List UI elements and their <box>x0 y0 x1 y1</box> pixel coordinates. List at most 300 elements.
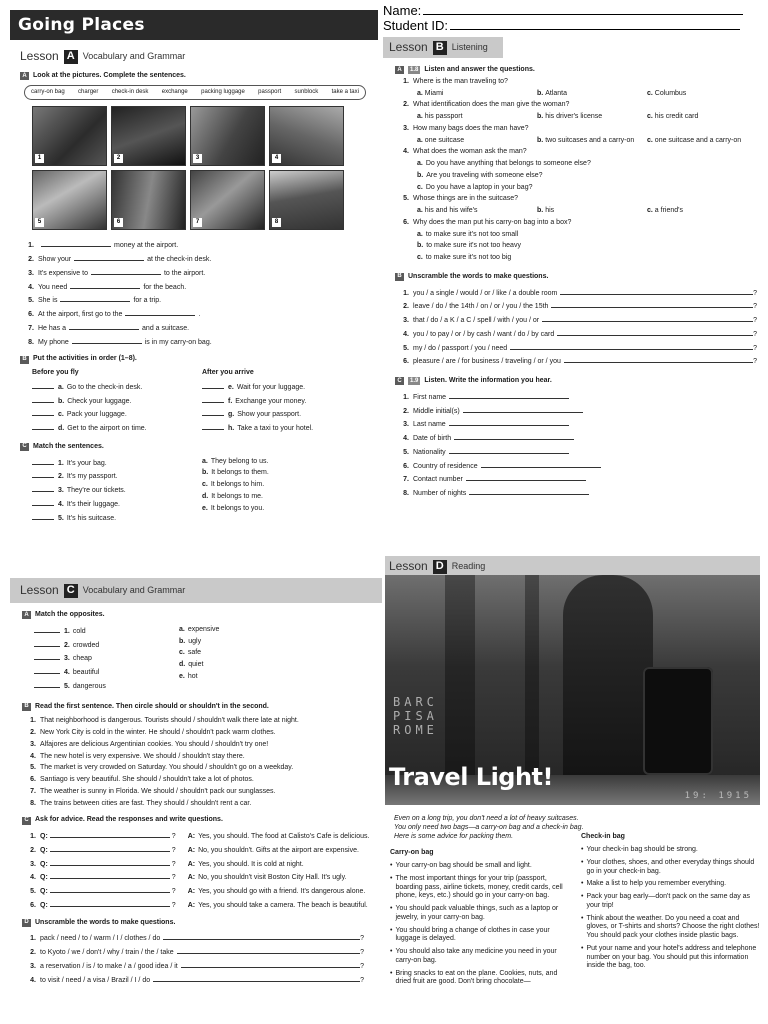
match-option <box>202 469 372 478</box>
item-text: to Kyoto / we / don't / why / train / the / take <box>40 949 174 956</box>
q-label: Q: <box>40 888 48 895</box>
option-text: his passport <box>424 113 463 120</box>
opposites-right <box>179 626 294 695</box>
answer-blank[interactable] <box>449 392 569 399</box>
photo-number: 7 <box>193 218 202 227</box>
after-column <box>202 367 372 437</box>
answer-option[interactable] <box>537 113 647 122</box>
unscramble-item: 6. pleasure / are / for business / traveling / or / you ? <box>397 356 757 367</box>
item-number: 6. <box>403 358 409 366</box>
item-text: The new hotel is very expensive. We should / shouldn't stay there. <box>40 752 245 760</box>
item-letter: a. <box>202 457 208 465</box>
option-letter: c. <box>417 254 423 261</box>
answer-option[interactable] <box>647 113 698 122</box>
item-number: 2. <box>30 729 36 736</box>
item-number: 5. <box>58 514 64 522</box>
unscramble-list <box>397 288 757 368</box>
tip: • You should bring a change of clothes in case your luggage is delayed. <box>390 927 571 945</box>
match-item <box>34 667 149 678</box>
answer-option[interactable] <box>647 137 741 146</box>
opposites-left <box>34 626 149 695</box>
item-number: 3. <box>403 124 409 132</box>
item-number: 5. <box>28 297 34 305</box>
answer-option[interactable] <box>417 172 763 181</box>
section-a-title <box>395 66 763 75</box>
item-text: The market is very crowded on Saturday. You should / shouldn't go on a weekday. <box>40 764 294 772</box>
question-text: Where is the man traveling to? <box>413 77 508 85</box>
board-line: ROME <box>393 723 438 737</box>
order-columns <box>32 367 372 437</box>
item-number: 8. <box>30 799 36 807</box>
answer-blank[interactable] <box>69 323 139 330</box>
answer-blank[interactable] <box>34 640 60 647</box>
answer-blank[interactable] <box>449 447 569 454</box>
item-number: 4. <box>64 669 70 676</box>
answer-blank[interactable] <box>34 667 60 674</box>
should-item[interactable] <box>24 788 382 797</box>
should-item[interactable] <box>24 800 382 809</box>
option-text: Do you have anything that belongs to someone else? <box>425 160 591 167</box>
item-text: It's their luggage. <box>66 500 120 508</box>
section-badge: D <box>22 919 31 927</box>
photo <box>190 170 265 230</box>
item-number: 5. <box>403 195 409 203</box>
audio-track-badge: 1.8 <box>410 66 419 73</box>
answer-blank[interactable] <box>32 382 54 389</box>
answer-option[interactable] <box>647 90 686 99</box>
item-text: expensive <box>187 625 220 633</box>
option-text: his credit card <box>654 113 699 120</box>
tip: • You should also take any medicine you need in your carry-on bag. <box>390 948 571 966</box>
column-heading: Before you fly <box>32 369 79 376</box>
answer-option[interactable] <box>417 242 763 251</box>
answer-blank[interactable] <box>74 254 144 261</box>
item-text: Show your passport. <box>237 411 302 419</box>
item-number: 4. <box>403 330 409 338</box>
answer-blank[interactable] <box>72 337 142 344</box>
answer-blank[interactable] <box>202 382 224 389</box>
answer-blank[interactable] <box>50 831 170 838</box>
item-letter: d. <box>58 425 65 432</box>
item-number: 1. <box>30 717 36 725</box>
order-item <box>32 423 202 434</box>
item-number: 6. <box>30 901 36 909</box>
answer-blank[interactable] <box>125 309 195 316</box>
answer-blank[interactable] <box>32 409 54 416</box>
response-text: Yes, you should. It is cold at night. <box>198 860 304 868</box>
match-item <box>34 653 149 664</box>
answer-option[interactable] <box>417 160 763 169</box>
item-number: 5. <box>64 682 70 690</box>
answer-blank[interactable] <box>177 947 360 954</box>
answer-blank[interactable] <box>181 961 360 968</box>
item-text: They're our tickets. <box>66 487 126 494</box>
answer-blank[interactable] <box>50 900 170 907</box>
item-text: Get to the airport on time. <box>67 425 147 432</box>
item-number: 2. <box>30 846 36 854</box>
answer-option[interactable] <box>647 207 683 216</box>
article-title: Travel Light! <box>389 763 553 791</box>
answer-blank[interactable] <box>32 423 54 430</box>
field-label: Middle initial(s) <box>413 407 460 415</box>
answer-blank[interactable] <box>551 301 753 308</box>
form-field <box>397 419 763 430</box>
item-text: My phone <box>38 338 69 346</box>
section-instruction: Look at the pictures. Complete the sentences. <box>33 72 186 79</box>
section-instruction: Match the opposites. <box>35 611 105 618</box>
item-letter: e. <box>179 672 185 680</box>
should-item[interactable] <box>24 764 382 773</box>
item-text: at the check-in desk. <box>147 256 212 263</box>
item-number: 7. <box>28 324 34 332</box>
item-number: 2. <box>403 101 409 109</box>
question <box>397 101 763 110</box>
section-instruction: Match the sentences. <box>33 442 104 450</box>
photo <box>269 170 344 230</box>
item-text: ugly <box>188 637 202 645</box>
item-number: 6. <box>28 311 34 318</box>
unscramble-item: 5. my / do / passport / you / need ? <box>397 343 757 354</box>
section-badge: A <box>395 66 404 74</box>
q-label: Q: <box>40 860 48 868</box>
item-letter: c. <box>179 649 185 657</box>
before-column <box>32 367 202 437</box>
form-field <box>397 406 763 417</box>
lesson-letter: B <box>433 41 447 55</box>
field-label: Country of residence <box>413 462 478 470</box>
traveler <box>563 575 653 785</box>
match-option <box>179 626 294 635</box>
answer-blank[interactable] <box>50 859 170 866</box>
item-number: 5. <box>403 448 409 456</box>
name-field[interactable] <box>383 3 743 18</box>
answer-blank[interactable] <box>469 488 589 495</box>
answer-blank[interactable] <box>481 461 601 468</box>
form-fields <box>397 392 763 499</box>
item-letter: a. <box>179 625 185 633</box>
answer-blank[interactable] <box>449 419 569 426</box>
student-id-blank[interactable] <box>450 18 740 30</box>
answer-option[interactable] <box>537 137 647 146</box>
section-badge: B <box>22 703 31 711</box>
answer-option[interactable] <box>417 207 537 216</box>
unscramble-item: 4. you / to pay / or / by cash / want / do / by card ? <box>397 329 757 340</box>
option-text: to make sure it's not too small <box>425 230 519 238</box>
item-number: 4. <box>30 752 36 760</box>
should-item[interactable] <box>24 776 382 785</box>
answer-blank[interactable] <box>50 872 170 879</box>
item-text: leave / do / the 14th / on / or / you / the 15th <box>413 303 549 311</box>
advice-list <box>24 831 382 911</box>
field-label: Date of birth <box>413 435 452 442</box>
answer-option[interactable] <box>537 207 647 216</box>
item-number: 2. <box>403 407 409 415</box>
option-letter: b. <box>537 89 544 97</box>
answer-blank[interactable] <box>560 288 753 295</box>
column-heading: After you arrive <box>202 369 254 376</box>
section-a-title <box>22 611 382 620</box>
option-text: Do you have a laptop in your bag? <box>425 183 533 191</box>
match-item <box>32 485 202 496</box>
item-number: 1. <box>403 289 409 297</box>
item-text: beautiful <box>72 669 100 676</box>
section-badge: B <box>20 356 29 364</box>
item-text: That neighborhood is dangerous. Tourists should / shouldn't walk there late at night. <box>40 717 299 725</box>
option-letter: a. <box>417 160 423 167</box>
answer-option[interactable] <box>417 231 763 240</box>
answer-blank[interactable] <box>466 474 586 481</box>
answer-options <box>417 137 763 146</box>
photo <box>190 106 265 166</box>
item-number: 3. <box>30 860 36 868</box>
answer-blank[interactable] <box>510 343 753 350</box>
answer-option[interactable] <box>417 90 537 99</box>
match-columns <box>32 458 372 527</box>
item-number: 6. <box>403 218 409 226</box>
answer-blank[interactable] <box>70 282 140 289</box>
item-text: It's his suitcase. <box>66 514 117 522</box>
option-text: his and his wife's <box>424 207 478 214</box>
article-intro: Even on a long trip, you don't need a lot of heavy suitcases. You only need two bags—a carry-on bag and a check-in bag. Here is some advice for packing them. <box>394 815 584 841</box>
item-text: a reservation / is / to make / a / good idea / it <box>40 962 178 970</box>
photo-number: 3 <box>193 154 202 163</box>
item-number: 4. <box>403 148 409 156</box>
item-text: my / do / passport / you / need <box>413 344 508 352</box>
answer-blank[interactable] <box>202 423 224 430</box>
word-bank <box>24 85 366 101</box>
option-text: Miami <box>424 89 444 97</box>
lesson-c <box>10 578 382 988</box>
item-text: . <box>198 311 201 318</box>
question <box>397 148 763 157</box>
answer-option[interactable] <box>537 90 647 99</box>
option-letter: b. <box>537 113 544 120</box>
should-list <box>24 717 382 808</box>
item-text: safe <box>187 649 202 657</box>
question-mark: ? <box>360 935 364 943</box>
section-a-title <box>20 72 372 81</box>
item-number: 1. <box>30 935 36 943</box>
question <box>397 219 763 228</box>
answer-blank[interactable] <box>41 240 111 247</box>
answer-option[interactable] <box>417 254 763 263</box>
answer-blank[interactable] <box>153 975 360 982</box>
lesson-b-header <box>383 37 503 58</box>
answer-blank[interactable] <box>564 356 753 363</box>
should-item[interactable] <box>24 717 382 726</box>
lesson-d-header <box>385 556 760 577</box>
section-c-title <box>22 816 382 825</box>
should-item[interactable] <box>24 729 382 738</box>
item-number: 3. <box>30 740 36 748</box>
item-number: 3. <box>64 655 70 663</box>
answer-blank[interactable] <box>557 329 753 336</box>
answer-options <box>417 207 763 216</box>
response-text: Yes, you should take a camera. The beach is beautiful. <box>198 901 368 909</box>
answer-blank[interactable] <box>60 295 130 302</box>
item-number: 7. <box>30 787 36 795</box>
name-blank[interactable] <box>423 3 743 15</box>
photo-grid <box>32 106 372 230</box>
lesson-subtitle: Listening <box>451 41 488 52</box>
answer-option[interactable] <box>417 137 537 146</box>
answer-blank[interactable] <box>32 499 54 506</box>
answer-blank[interactable] <box>463 406 583 413</box>
match-right <box>202 458 372 527</box>
answer-blank[interactable] <box>50 845 170 852</box>
q-label: Q: <box>40 833 48 840</box>
item-text: cold <box>72 627 86 635</box>
response-text: Yes, you should. The food at Calisto's Cafe is delicious. <box>198 833 370 840</box>
item-text: It's my passport. <box>66 473 118 481</box>
match-item <box>32 458 202 469</box>
fill-in-item <box>22 323 372 334</box>
item-text: The weather is sunny in Florida. We should / shouldn't pack our sunglasses. <box>40 787 276 795</box>
answer-blank[interactable] <box>202 396 224 403</box>
item-text: Check your luggage. <box>67 397 132 405</box>
item-text: dangerous <box>72 682 106 690</box>
answer-blank[interactable] <box>32 485 54 492</box>
word-bank-item: packing luggage <box>201 88 245 95</box>
question-mark: ? <box>360 962 364 970</box>
unscramble-item: 2. leave / do / the 14th / on / or / you / the 15th ? <box>397 301 757 312</box>
answer-blank[interactable] <box>32 396 54 403</box>
answer-option[interactable] <box>417 113 537 122</box>
column-heading: Check-in bag <box>581 833 625 841</box>
item-number: 2. <box>30 949 36 956</box>
answer-blank[interactable] <box>542 315 753 322</box>
item-text: for a trip. <box>133 297 162 305</box>
item-number: 1. <box>64 627 70 635</box>
section-badge: B <box>395 273 404 281</box>
item-text: Take a taxi to your hotel. <box>237 425 314 432</box>
item-text: Santiago is very beautiful. She should / shouldn't take a lot of photos. <box>40 776 254 783</box>
fill-in-item <box>22 309 372 320</box>
photo <box>32 106 107 166</box>
section-d-title <box>22 919 382 928</box>
answer-blank[interactable] <box>34 626 60 633</box>
item-number: 4. <box>403 435 409 442</box>
question-mark: ? <box>360 976 364 984</box>
item-letter: e. <box>202 504 208 512</box>
question-text: Why does the man put his carry-on bag into a box? <box>413 218 572 226</box>
answer-blank[interactable] <box>91 268 161 275</box>
lesson-a-header <box>12 46 372 67</box>
should-item[interactable] <box>24 741 382 750</box>
lesson-c-header <box>10 578 382 603</box>
audio-track-badge: 1.9 <box>410 377 419 384</box>
lesson-word: Lesson <box>389 559 428 573</box>
option-letter: b. <box>537 207 544 214</box>
tip: • Your carry-on bag should be small and light. <box>390 862 571 871</box>
article-columns <box>390 833 762 991</box>
response-text: No, you shouldn't visit Boston City Hall. It's ugly. <box>198 874 347 882</box>
answer-option[interactable] <box>417 184 763 193</box>
match-option <box>202 505 372 514</box>
item-letter: f. <box>228 397 233 405</box>
q-label: Q: <box>40 846 48 854</box>
unscramble-item <box>24 975 364 986</box>
order-item <box>202 382 372 393</box>
board-numbers: 19: 1915 <box>684 791 752 801</box>
fill-in-item <box>22 268 372 279</box>
order-item <box>202 423 372 434</box>
option-text: Columbus <box>654 89 687 97</box>
answer-blank[interactable] <box>32 513 54 520</box>
answer-blank[interactable] <box>34 681 60 688</box>
student-id-field[interactable] <box>383 18 740 33</box>
item-text: hot <box>187 672 198 680</box>
option-letter: b. <box>537 136 544 144</box>
should-item[interactable] <box>24 753 382 762</box>
option-text: two suitcases and a carry-on <box>545 136 635 144</box>
section-instruction: Ask for advice. Read the responses and write questions. <box>35 816 223 824</box>
item-letter: b. <box>58 397 65 405</box>
item-number: 5. <box>30 888 36 895</box>
advice-item: 5. Q: ? A: Yes, you should go with a friend. It's dangerous alone. <box>24 886 382 897</box>
section-instruction: Listen. Write the information you hear. <box>424 377 552 384</box>
item-number: 1. <box>28 242 34 250</box>
photo <box>32 170 107 230</box>
item-text: that / do / a K / a C / spell / with / you / or <box>413 317 540 324</box>
unscramble-item: 1. you / a single / would / or / like / a double room ? <box>397 288 757 299</box>
answer-blank[interactable] <box>32 471 54 478</box>
answer-blank[interactable] <box>454 433 574 440</box>
item-text: It belongs to me. <box>211 492 263 500</box>
item-text: They belong to us. <box>210 457 269 465</box>
photo <box>111 106 186 166</box>
word-bank-item: passport <box>258 88 282 95</box>
photo-number: 1 <box>35 154 44 163</box>
item-text: quiet <box>188 661 204 668</box>
item-text: to the airport. <box>163 269 206 277</box>
option-letter: a. <box>417 113 423 120</box>
unscramble-item <box>24 947 364 958</box>
response-text: No, you shouldn't. Gifts at the airport are expensive. <box>198 846 359 854</box>
section-c-title <box>20 443 372 452</box>
hero-photo <box>385 575 760 805</box>
match-option <box>202 458 372 467</box>
item-number: 4. <box>30 976 36 984</box>
word-bank-item: exchange <box>161 88 188 95</box>
field-label: First name <box>413 393 447 401</box>
word-bank-item: take a taxi <box>331 88 359 95</box>
item-number: 1. <box>30 833 36 840</box>
form-field <box>397 474 763 485</box>
tip: • Your check-in bag should be strong. <box>581 846 762 855</box>
answer-blank[interactable] <box>50 886 170 893</box>
section-instruction: Put the activities in order (1–8). <box>33 355 137 363</box>
answer-blank[interactable] <box>34 653 60 660</box>
item-text: At the airport, first go to the <box>38 311 123 318</box>
match-option <box>202 481 372 490</box>
advice-item: 4. Q: ? A: No, you shouldn't visit Boston City Hall. It's ugly. <box>24 872 382 883</box>
option-text: one suitcase <box>424 136 465 144</box>
tip: • Make a list to help you remember everything. <box>581 880 762 889</box>
match-item <box>32 499 202 510</box>
item-number: 4. <box>58 500 64 508</box>
answer-blank[interactable] <box>163 933 360 940</box>
option-letter: a. <box>417 230 423 238</box>
item-text: Pack your luggage. <box>66 411 127 419</box>
answer-blank[interactable] <box>202 409 224 416</box>
item-letter: g. <box>228 411 235 419</box>
form-field <box>397 447 763 458</box>
opposites-columns <box>34 626 294 695</box>
answer-blank[interactable] <box>32 458 54 465</box>
carry-on-column <box>390 847 571 991</box>
question <box>397 195 763 204</box>
